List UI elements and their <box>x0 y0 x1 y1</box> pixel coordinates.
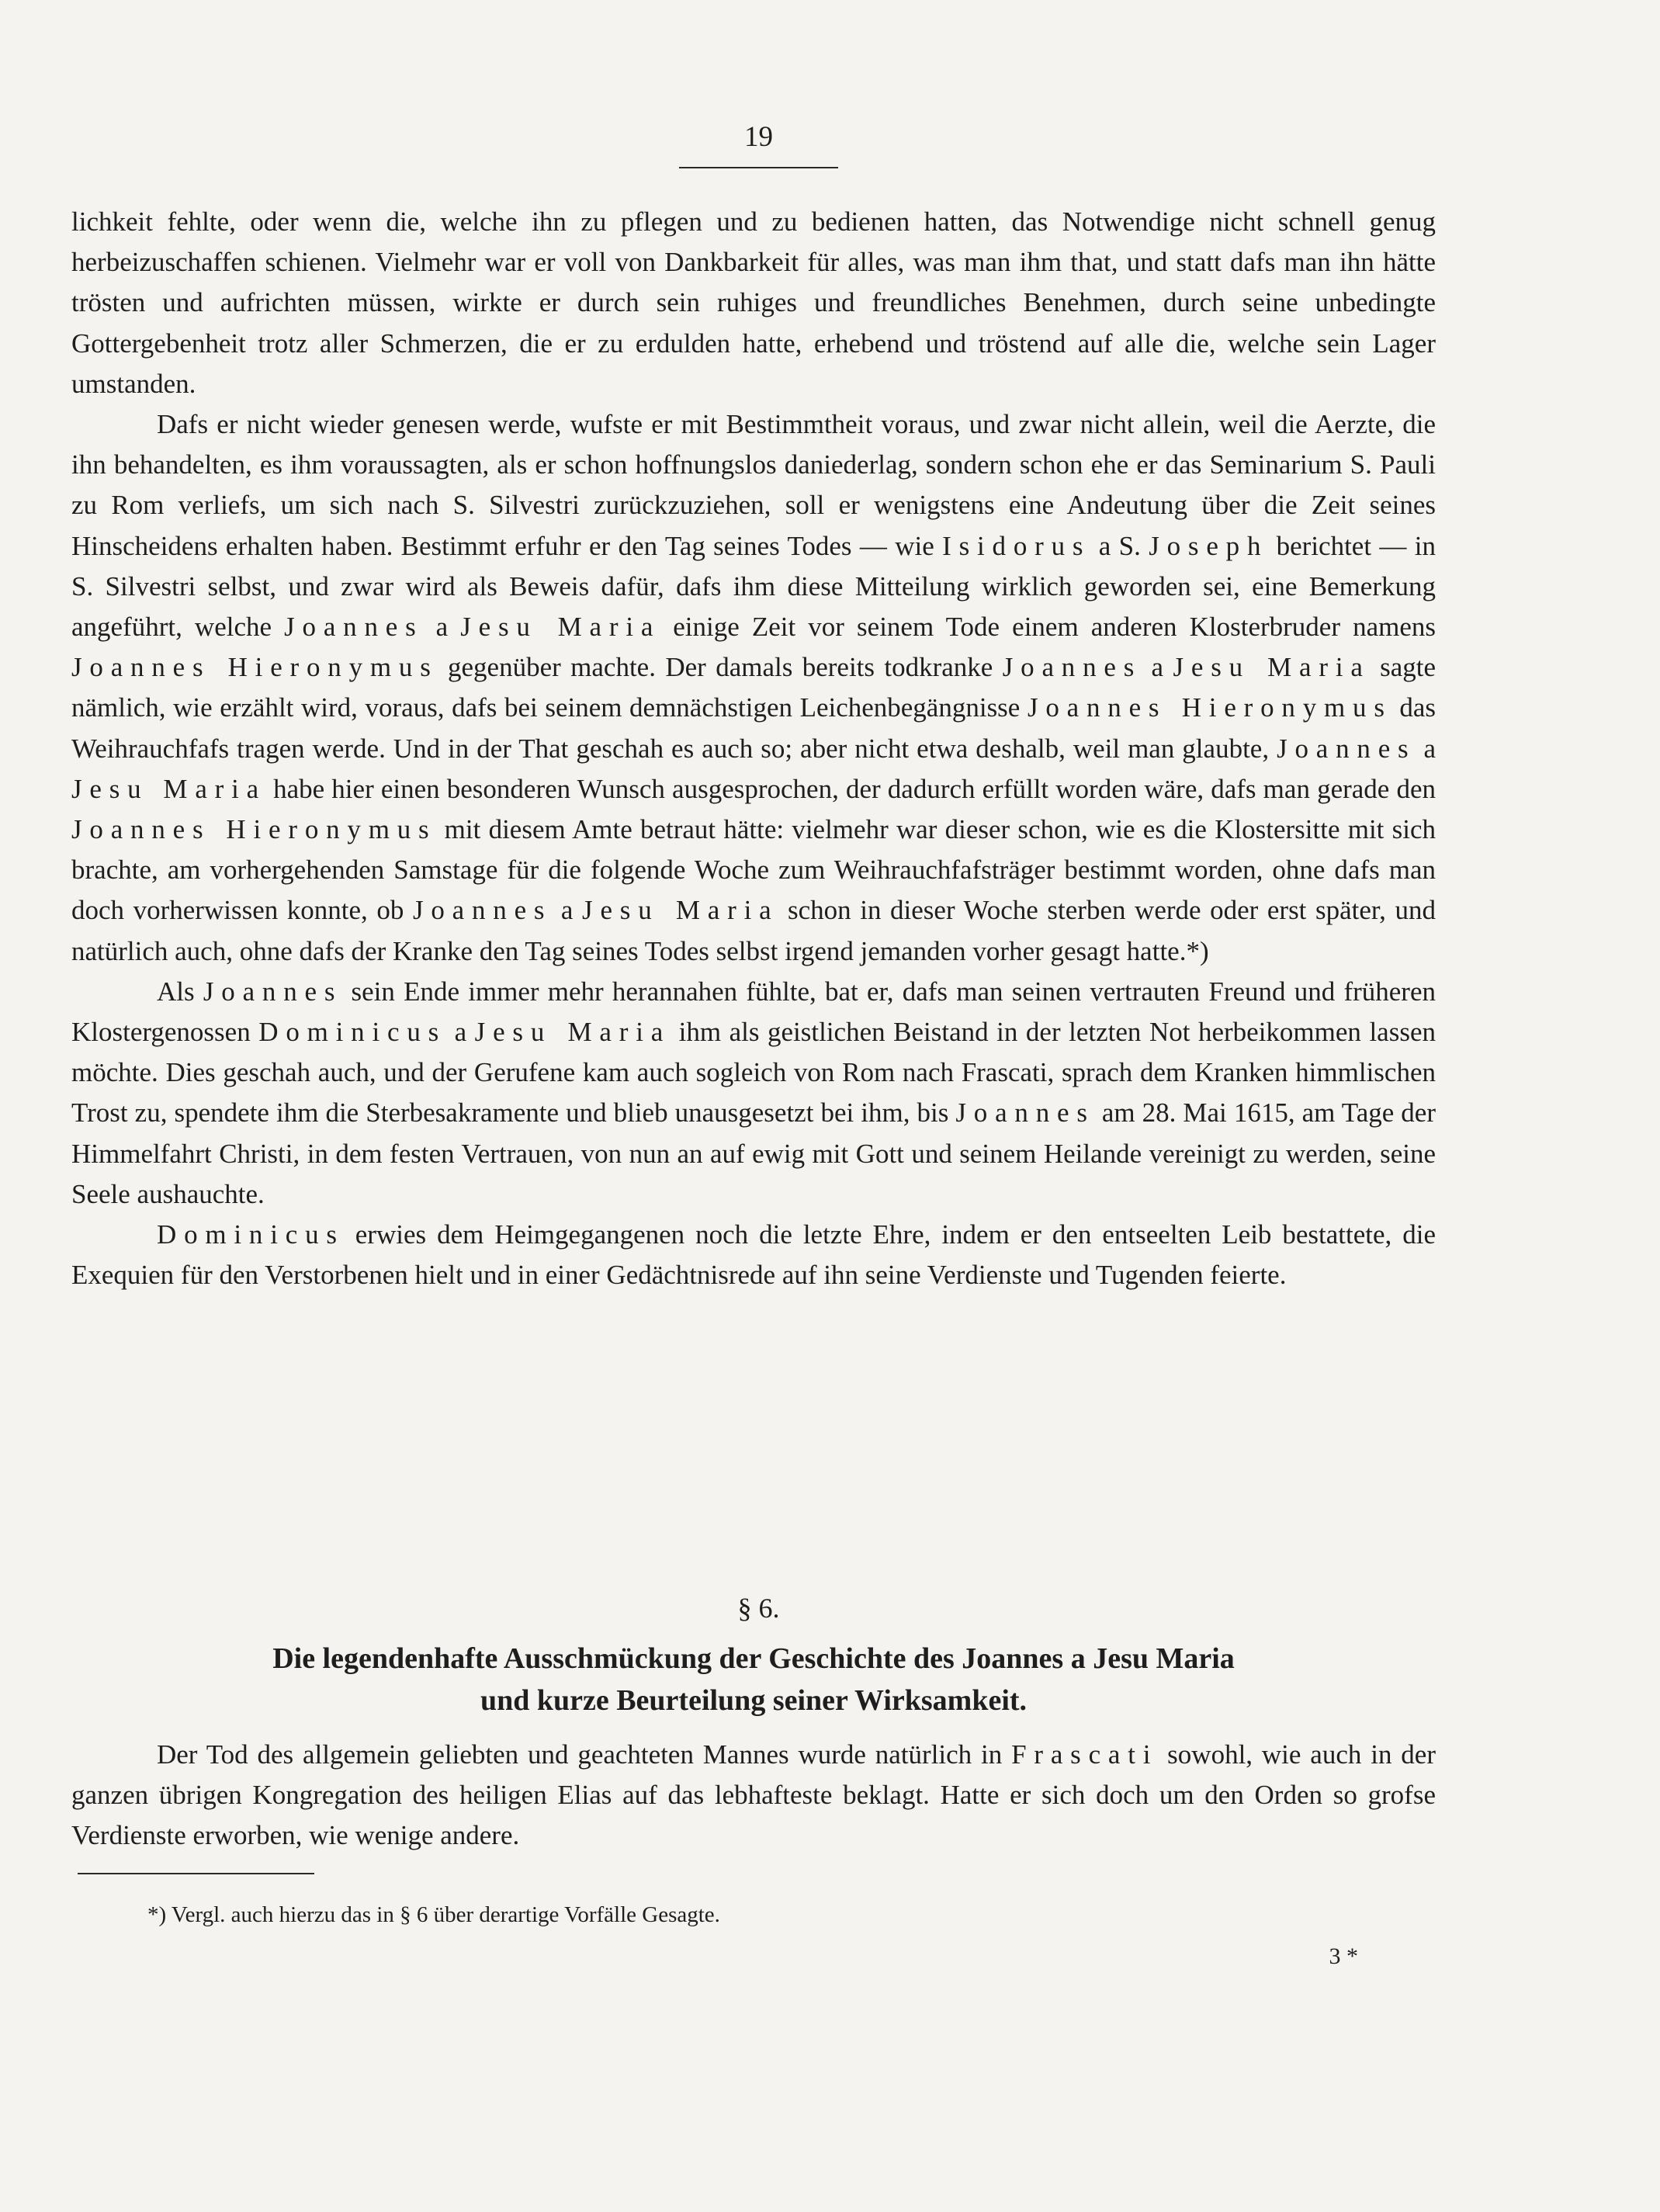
page-number-rule <box>679 167 838 168</box>
after-heading-text <box>71 1735 1436 1857</box>
spaced-name: Joseph <box>1149 530 1269 561</box>
spaced-name: Jesu Maria <box>474 1017 671 1048</box>
text-run: habe hier einen besonderen Wunsch ausgesprochen, der dadurch erfüllt worden wäre, dafs man gerade den <box>265 773 1436 804</box>
text-run: sowohl, wie auch in der ganzen übrigen Kongregation des heiligen Elias auf das lebhafteste beklagt. Hatte er sich doch um den Orden so grofse Verdienste erworben, wie wenige andere. <box>71 1739 1436 1851</box>
text-run: einige Zeit vor seinem Tode einem anderen Klosterbruder namens <box>660 612 1436 643</box>
footnote: *) Vergl. auch hierzu das in § 6 über derartige Vorfälle Gesagte. <box>147 1902 720 1927</box>
text-run: ihm als geistlichen Beistand in der letzten Not herbeikommen lassen möchte. Dies geschah auch, und der Gerufene kam auch sogleich von Rom nach Frascati, sprach dem Kranken himmlischen Trost zu, spendete ihm die Sterbesakramente und blieb unausgesetzt bei ihm, bis <box>71 1017 1436 1129</box>
spaced-name: Dominicus <box>258 1017 447 1048</box>
body-text <box>71 202 1436 1295</box>
section-heading-line-1: Die legendenhafte Ausschmückung der Geschichte des Joannes a Jesu Maria <box>272 1642 1235 1675</box>
spaced-name: Jesu Maria <box>1173 652 1371 683</box>
text-run: a <box>552 895 583 926</box>
text-run: berichtet — in S. Silvestri selbst, und zwar wird als Beweis dafür, dafs ihm diese Mitteilung wirklich geworden sei, eine Bemerkung angeführt, welche <box>71 530 1436 643</box>
text-run: a S. <box>1090 530 1149 561</box>
spaced-name: Frascati <box>1011 1739 1159 1770</box>
spaced-name: Joannes <box>284 612 424 643</box>
text-run: sagte nämlich, wie erzählt wird, voraus, dafs bei seinem demnächstigen Leichenbegängnisse <box>71 652 1436 723</box>
spaced-name: Joannes <box>412 895 553 926</box>
spaced-name: Joannes <box>955 1097 1095 1129</box>
spaced-name: Dominicus <box>157 1219 345 1250</box>
text-run: sein Ende immer mehr herannahen fühlte, bat er, dafs man seinen vertrauten Freund und früheren Klostergenossen <box>71 976 1436 1048</box>
paragraph-4 <box>71 1215 1436 1295</box>
text-run: a <box>1142 652 1173 683</box>
text-run: am 28. Mai 1615, am Tage der Himmelfahrt Christi, in dem festen Vertrauen, von nun an auf ewig mit Gott und seinem Heilande vereinigt zu werden, seine Seele aushauchte. <box>71 1097 1436 1209</box>
text-run: Der Tod des allgemein geliebten und geachteten Mannes wurde natürlich in <box>157 1739 1012 1770</box>
spaced-name: Jesu Maria <box>71 773 266 804</box>
spaced-name: Joannes Hieronymus <box>71 814 437 845</box>
paragraph-3 <box>71 972 1436 1215</box>
text-run: das Weihrauchfafs tragen werde. Und in der That geschah es auch so; aber nicht etwa deshalb, weil man glaubte, <box>71 692 1436 764</box>
spaced-name: Joannes <box>1277 733 1416 764</box>
spaced-name: Isidorus <box>942 530 1091 561</box>
text-run: a <box>1416 733 1436 764</box>
section-heading-line-2: und kurze Beurteilung seiner Wirksamkeit. <box>480 1684 1028 1717</box>
text-run: Als <box>157 976 203 1007</box>
paragraph-5 <box>71 1735 1436 1857</box>
text-run: lichkeit fehlte, oder wenn die, welche ihn zu pflegen und zu bedienen hatten, das Notwendige nicht schnell genug herbeizuschaffen schienen. Vielmehr war er voll von Dankbarkeit für alles, was man ihm that, und statt dafs man ihn hätte trösten und aufrichten müssen, wirkte er durch sein ruhiges und freundliches Benehmen, durch seine unbedingte Gottergebenheit trotz aller Schmerzen, die er zu erdulden hatte, erhebend und tröstend auf alle die, welche sein Lager umstanden. <box>71 206 1436 399</box>
spaced-name: Joannes <box>1002 652 1142 683</box>
spaced-name: Jesu Maria <box>460 612 661 643</box>
section-heading <box>71 1638 1436 1721</box>
paragraph-2 <box>71 404 1436 972</box>
spaced-name: Joannes Hieronymus <box>1027 692 1392 723</box>
text-run: a <box>446 1017 475 1048</box>
paragraph-1 <box>71 202 1436 404</box>
spaced-name: Joannes Hieronymus <box>71 652 438 683</box>
page-number: 19 <box>744 121 773 153</box>
section-number: § 6. <box>737 1593 780 1624</box>
text-run: mit diesem Amte betraut hätte: vielmehr war dieser schon, wie es die Klostersitte mit sich brachte, am vorhergehenden Samstage für die folgende Woche zum Weihrauchfafsträger bestimmt worden, ohne dafs man doch vorherwissen konnte, ob <box>71 814 1436 926</box>
footnote-rule <box>78 1873 314 1874</box>
signature-mark: 3 * <box>1329 1943 1358 1969</box>
text-run: erwies dem Heimgegangenen noch die letzte Ehre, indem er den entseelten Leib bestattete, die Exequien für den Verstorbenen hielt und in einer Gedächtnisrede auf ihn seine Verdienste und Tugenden feierte. <box>71 1219 1436 1291</box>
text-run: gegenüber machte. Der damals bereits todkranke <box>438 652 1003 683</box>
text-run: a <box>423 612 461 643</box>
text-run: schon in dieser Woche sterben werde oder erst später, und natürlich auch, ohne dafs der Kranke den Tag seines Todes selbst irgend jemanden vorher gesagt hatte.*) <box>71 895 1436 966</box>
text-run: Dafs er nicht wieder genesen werde, wufste er mit Bestimmtheit voraus, und zwar nicht allein, weil die Aerzte, die ihn behandelten, es ihm voraussagten, als er schon hoffnungslos daniederlag, sondern schon ehe er das Seminarium S. Pauli zu Rom verliefs, um sich nach S. Silvestri zurückzuziehen, soll er wenigstens eine Andeutung über die Zeit seines Hinscheidens erhalten haben. Bestimmt erfuhr er den Tag seines Todes — wie <box>71 409 1436 561</box>
spaced-name: Joannes <box>203 976 343 1007</box>
spaced-name: Jesu Maria <box>582 895 779 926</box>
